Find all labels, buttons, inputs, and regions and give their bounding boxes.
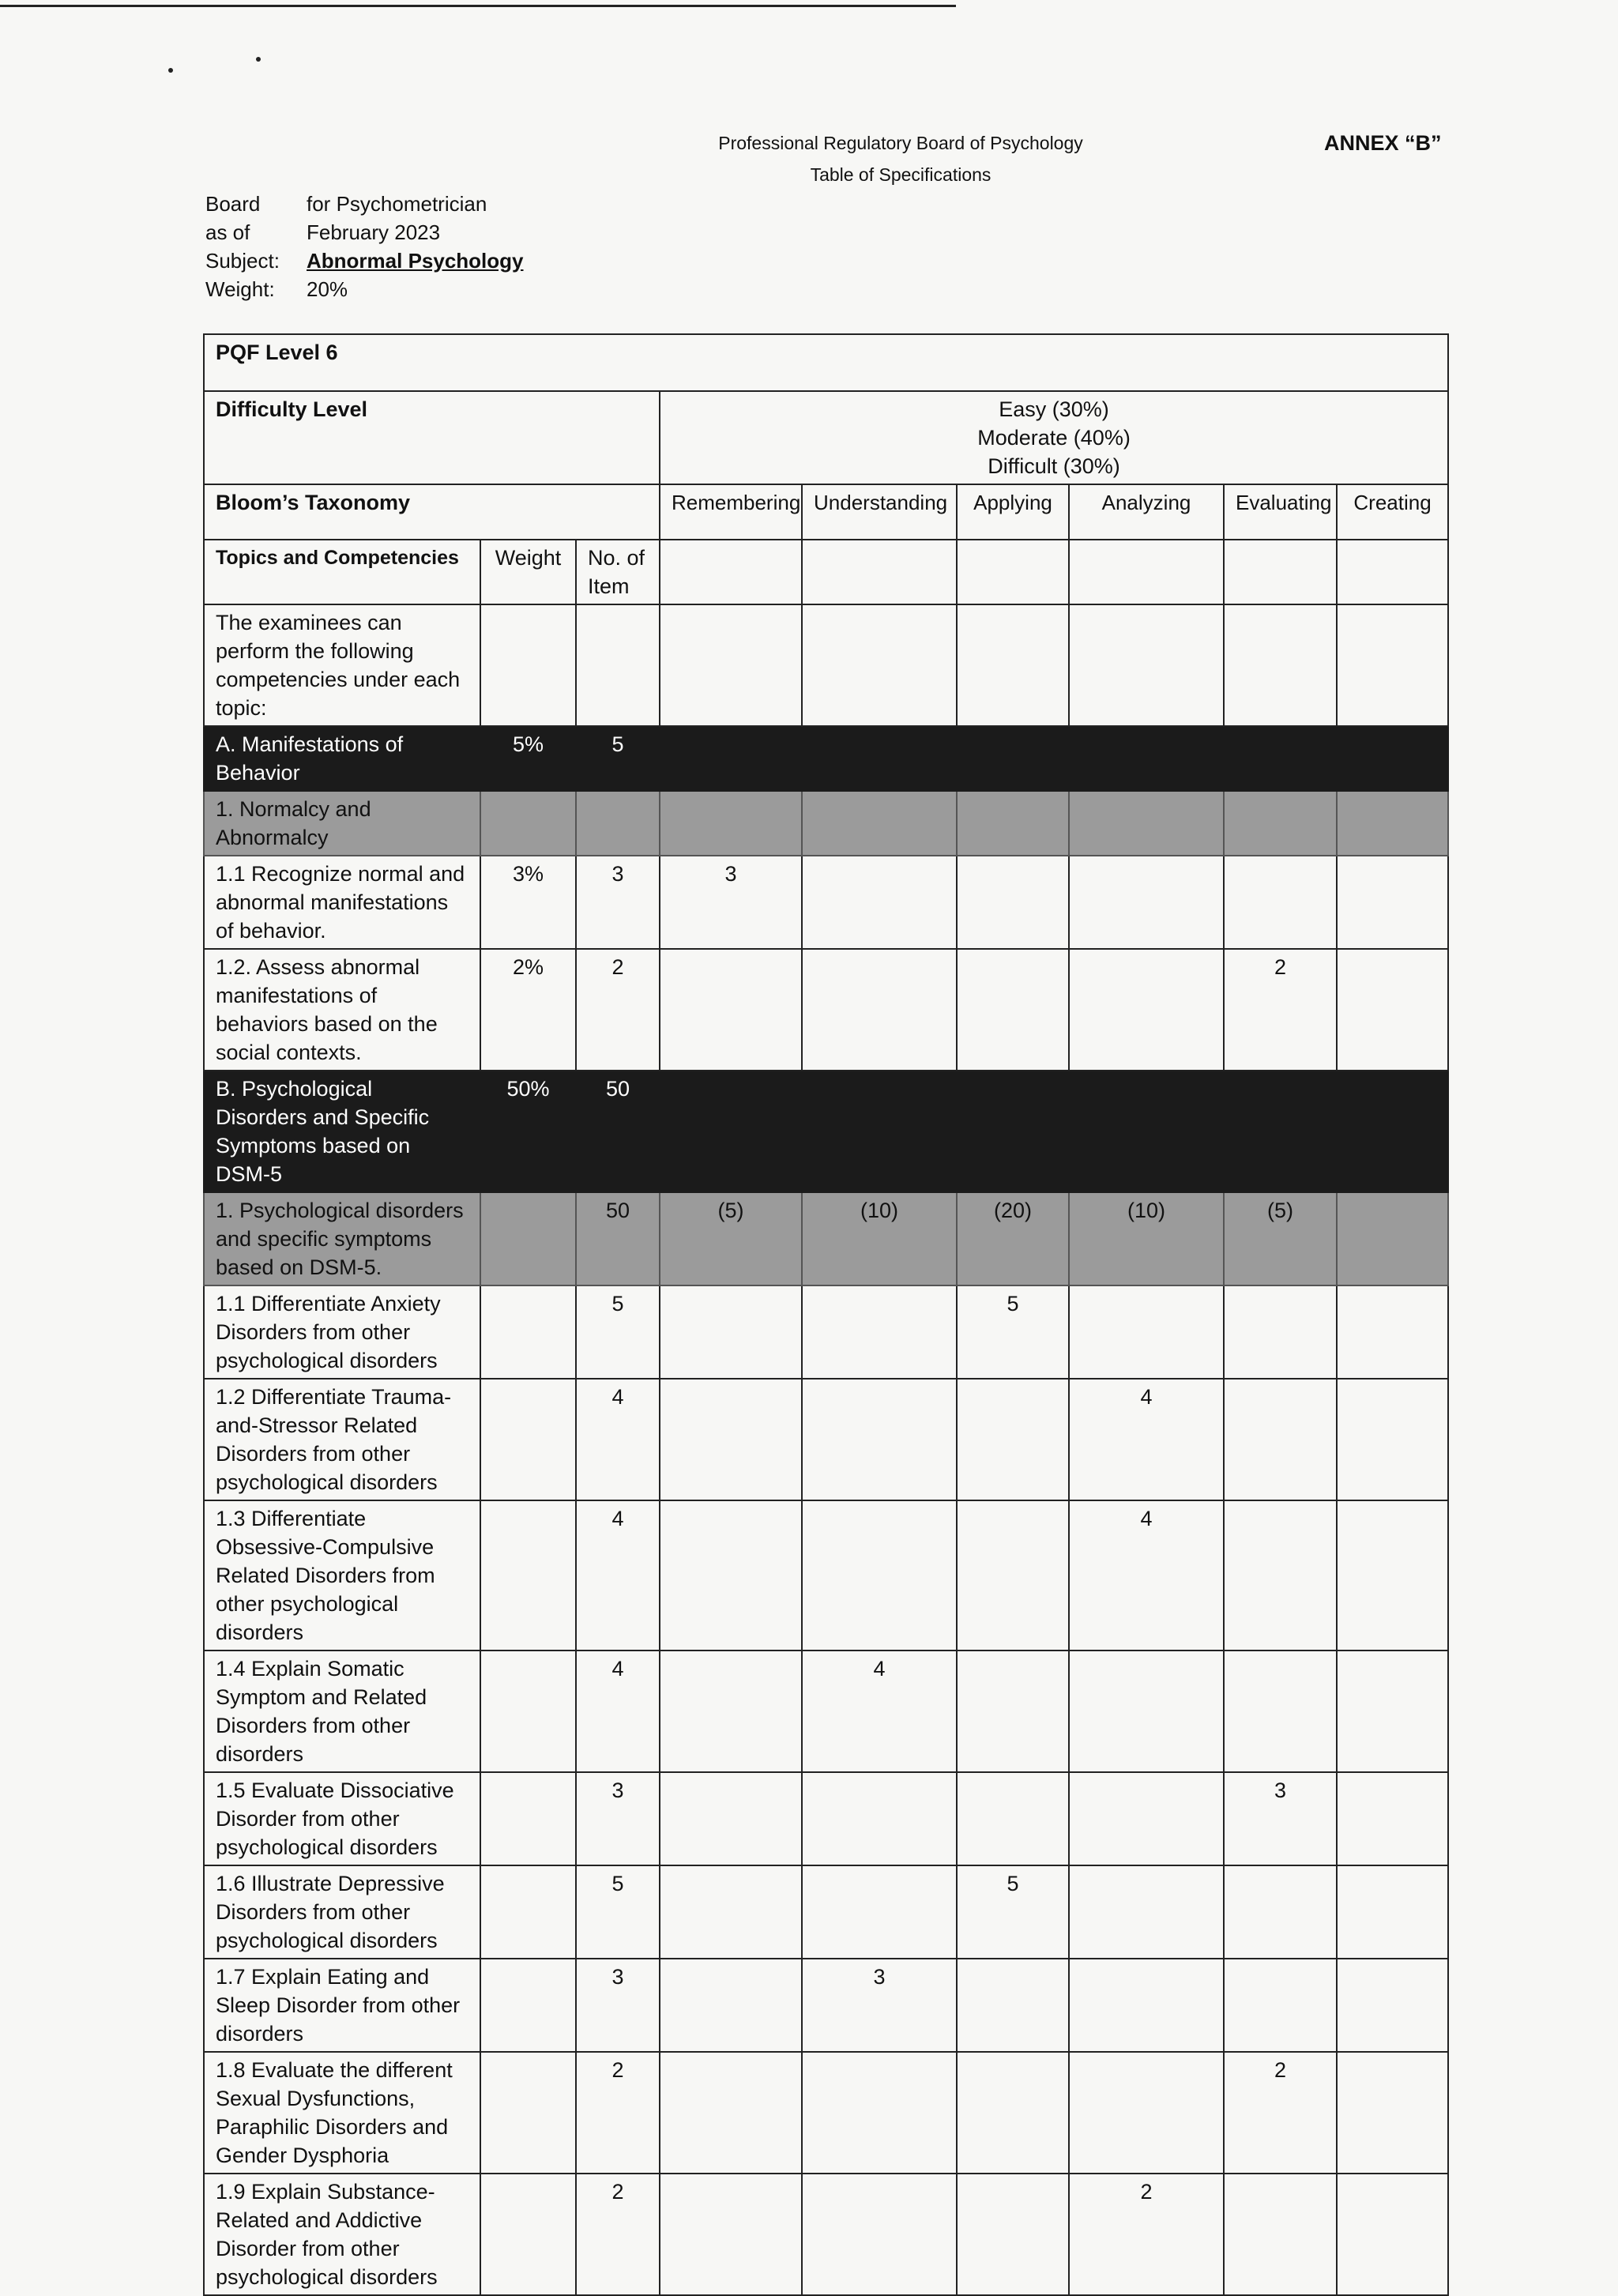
bloom-creating: Creating xyxy=(1337,484,1448,540)
count-cell-creating xyxy=(1337,2174,1448,2295)
weight-cell xyxy=(480,1865,576,1959)
count-cell-creating xyxy=(1337,1959,1448,2052)
annex-label: ANNEX “B” xyxy=(1324,131,1442,155)
topic-cell: 1. Normalcy and Abnormalcy xyxy=(204,791,480,856)
items-cell: 2 xyxy=(576,949,660,1071)
count-cell-evaluating xyxy=(1224,1071,1337,1192)
competency-row xyxy=(204,1285,1448,1379)
count-cell-remembering xyxy=(660,949,802,1071)
weight-cell: 3% xyxy=(480,856,576,949)
document-meta xyxy=(205,190,524,303)
count-cell-evaluating xyxy=(1224,856,1337,949)
count-cell-remembering xyxy=(660,1865,802,1959)
count-cell-applying xyxy=(957,2052,1069,2174)
items-cell: 2 xyxy=(576,2174,660,2295)
competency-row xyxy=(204,2052,1448,2174)
count-cell-creating xyxy=(1337,1071,1448,1192)
weight-cell xyxy=(480,1772,576,1865)
count-cell-evaluating xyxy=(1224,2174,1337,2295)
count-cell-understanding xyxy=(802,1071,957,1192)
topic-cell: 1.2 Differentiate Trauma-and-Stressor Related Disorders from other psychological disorders xyxy=(204,1379,480,1500)
intro-text: The examinees can perform the following competencies under each topic: xyxy=(204,604,480,726)
weight-cell: 2% xyxy=(480,949,576,1071)
meta-weight xyxy=(205,275,524,303)
count-cell-applying xyxy=(957,1071,1069,1192)
col-weight: Weight xyxy=(480,540,576,604)
meta-key: as of xyxy=(205,220,250,244)
difficulty-easy: Easy (30%) xyxy=(999,397,1109,421)
items-cell: 50 xyxy=(576,1192,660,1285)
competency-row xyxy=(204,1500,1448,1650)
weight-cell xyxy=(480,1285,576,1379)
meta-board xyxy=(205,190,524,218)
count-cell-remembering xyxy=(660,1379,802,1500)
topic-cell: 1.1 Differentiate Anxiety Disorders from other psychological disorders xyxy=(204,1285,480,1379)
count-cell-understanding: 3 xyxy=(802,1959,957,2052)
count-cell-remembering xyxy=(660,1772,802,1865)
count-cell-understanding xyxy=(802,856,957,949)
scan-top-rule xyxy=(0,5,956,7)
bloom-label: Bloom’s Taxonomy xyxy=(204,484,660,540)
count-cell-creating xyxy=(1337,1650,1448,1772)
subsection-row xyxy=(204,1192,1448,1285)
competency-row xyxy=(204,2174,1448,2295)
count-cell-analyzing xyxy=(1069,1650,1224,1772)
scan-speck xyxy=(256,57,261,62)
count-cell-understanding xyxy=(802,949,957,1071)
items-cell xyxy=(576,791,660,856)
count-cell-analyzing xyxy=(1069,856,1224,949)
count-cell-analyzing: 2 xyxy=(1069,2174,1224,2295)
topic-cell: 1.8 Evaluate the different Sexual Dysfunctions, Paraphilic Disorders and Gender Dysphoria xyxy=(204,2052,480,2174)
count-cell-remembering: 3 xyxy=(660,856,802,949)
competency-row xyxy=(204,1650,1448,1772)
count-cell-understanding xyxy=(802,2174,957,2295)
weight-cell xyxy=(480,1959,576,2052)
count-cell-remembering xyxy=(660,791,802,856)
count-cell-applying: 5 xyxy=(957,1865,1069,1959)
count-cell-evaluating xyxy=(1224,1285,1337,1379)
count-cell-analyzing xyxy=(1069,726,1224,791)
count-cell-analyzing xyxy=(1069,2052,1224,2174)
count-cell-analyzing xyxy=(1069,949,1224,1071)
scan-speck xyxy=(168,68,173,73)
items-cell: 4 xyxy=(576,1379,660,1500)
difficulty-difficult: Difficult (30%) xyxy=(988,454,1120,478)
count-cell-applying xyxy=(957,1772,1069,1865)
difficulty-levels xyxy=(660,391,1448,484)
meta-date xyxy=(205,218,524,247)
items-cell: 4 xyxy=(576,1650,660,1772)
bloom-analyzing: Analyzing xyxy=(1069,484,1224,540)
count-cell-remembering xyxy=(660,2052,802,2174)
count-cell-creating xyxy=(1337,726,1448,791)
weight-cell xyxy=(480,1500,576,1650)
count-cell-creating xyxy=(1337,1772,1448,1865)
count-cell-remembering xyxy=(660,726,802,791)
count-cell-applying xyxy=(957,726,1069,791)
count-cell-applying xyxy=(957,856,1069,949)
count-cell-creating xyxy=(1337,1192,1448,1285)
count-cell-evaluating xyxy=(1224,1650,1337,1772)
organization-name: Professional Regulatory Board of Psychology xyxy=(718,133,1083,153)
count-cell-applying: 5 xyxy=(957,1285,1069,1379)
meta-key: Weight: xyxy=(205,277,275,301)
items-cell: 4 xyxy=(576,1500,660,1650)
count-cell-analyzing xyxy=(1069,1285,1224,1379)
bloom-applying: Applying xyxy=(957,484,1069,540)
count-cell-applying xyxy=(957,1959,1069,2052)
count-cell-analyzing xyxy=(1069,1772,1224,1865)
section-row xyxy=(204,1071,1448,1192)
items-cell: 3 xyxy=(576,856,660,949)
count-cell-evaluating: (5) xyxy=(1224,1192,1337,1285)
bloom-remembering: Remembering xyxy=(660,484,802,540)
count-cell-evaluating xyxy=(1224,1500,1337,1650)
count-cell-remembering xyxy=(660,2174,802,2295)
topic-cell: 1.9 Explain Substance-Related and Addictive Disorder from other psychological disorders xyxy=(204,2174,480,2295)
topic-cell: 1. Psychological disorders and specific symptoms based on DSM-5. xyxy=(204,1192,480,1285)
count-cell-understanding xyxy=(802,1379,957,1500)
bloom-row xyxy=(204,484,1448,540)
competency-row xyxy=(204,1959,1448,2052)
count-cell-analyzing xyxy=(1069,1865,1224,1959)
meta-value: 20% xyxy=(307,277,348,301)
count-cell-creating xyxy=(1337,856,1448,949)
competency-row xyxy=(204,1865,1448,1959)
meta-subject xyxy=(205,247,524,275)
count-cell-creating xyxy=(1337,1500,1448,1650)
weight-cell xyxy=(480,791,576,856)
count-cell-evaluating: 2 xyxy=(1224,949,1337,1071)
difficulty-label: Difficulty Level xyxy=(204,391,660,484)
weight-cell xyxy=(480,1192,576,1285)
count-cell-applying: (20) xyxy=(957,1192,1069,1285)
count-cell-analyzing: (10) xyxy=(1069,1192,1224,1285)
pqf-row xyxy=(204,334,1448,391)
count-cell-understanding xyxy=(802,2052,957,2174)
items-cell: 50 xyxy=(576,1071,660,1192)
weight-cell xyxy=(480,2174,576,2295)
pqf-level: PQF Level 6 xyxy=(204,334,1448,391)
meta-key: Board xyxy=(205,191,261,216)
count-cell-understanding xyxy=(802,1865,957,1959)
col-items: No. of Item xyxy=(576,540,660,604)
difficulty-row xyxy=(204,391,1448,484)
intro-row xyxy=(204,604,1448,726)
count-cell-understanding xyxy=(802,726,957,791)
topic-cell: 1.7 Explain Eating and Sleep Disorder from other disorders xyxy=(204,1959,480,2052)
count-cell-understanding xyxy=(802,1285,957,1379)
count-cell-analyzing: 4 xyxy=(1069,1500,1224,1650)
count-cell-understanding: 4 xyxy=(802,1650,957,1772)
items-cell: 5 xyxy=(576,1285,660,1379)
subsection-row xyxy=(204,791,1448,856)
count-cell-evaluating: 3 xyxy=(1224,1772,1337,1865)
count-cell-remembering xyxy=(660,1285,802,1379)
count-cell-remembering xyxy=(660,1959,802,2052)
topic-cell: 1.1 Recognize normal and abnormal manifestations of behavior. xyxy=(204,856,480,949)
specifications-table xyxy=(203,333,1449,2296)
meta-value: February 2023 xyxy=(307,220,441,244)
count-cell-remembering xyxy=(660,1071,802,1192)
topic-cell: 1.6 Illustrate Depressive Disorders from other psychological disorders xyxy=(204,1865,480,1959)
items-cell: 3 xyxy=(576,1959,660,2052)
count-cell-applying xyxy=(957,2174,1069,2295)
count-cell-remembering: (5) xyxy=(660,1192,802,1285)
competency-row xyxy=(204,856,1448,949)
count-cell-analyzing: 4 xyxy=(1069,1379,1224,1500)
items-cell: 5 xyxy=(576,726,660,791)
count-cell-evaluating xyxy=(1224,791,1337,856)
section-row xyxy=(204,726,1448,791)
competency-row xyxy=(204,1379,1448,1500)
difficulty-moderate: Moderate (40%) xyxy=(977,426,1131,450)
topic-cell: A. Manifestations of Behavior xyxy=(204,726,480,791)
count-cell-creating xyxy=(1337,2052,1448,2174)
weight-cell xyxy=(480,1650,576,1772)
count-cell-understanding xyxy=(802,791,957,856)
topic-cell: 1.5 Evaluate Dissociative Disorder from other psychological disorders xyxy=(204,1772,480,1865)
meta-value: Abnormal Psychology xyxy=(307,248,524,273)
col-topics: Topics and Competencies xyxy=(204,540,480,604)
count-cell-evaluating xyxy=(1224,1865,1337,1959)
count-cell-remembering xyxy=(660,1500,802,1650)
bloom-evaluating: Evaluating xyxy=(1224,484,1337,540)
count-cell-applying xyxy=(957,1650,1069,1772)
competency-row xyxy=(204,949,1448,1071)
count-cell-analyzing xyxy=(1069,1071,1224,1192)
topic-cell: 1.4 Explain Somatic Symptom and Related Disorders from other disorders xyxy=(204,1650,480,1772)
count-cell-creating xyxy=(1337,791,1448,856)
count-cell-creating xyxy=(1337,1285,1448,1379)
competency-row xyxy=(204,1772,1448,1865)
meta-value: for Psychometrician xyxy=(307,191,487,216)
topic-cell: 1.2. Assess abnormal manifestations of behaviors based on the social contexts. xyxy=(204,949,480,1071)
count-cell-remembering xyxy=(660,1650,802,1772)
count-cell-applying xyxy=(957,949,1069,1071)
count-cell-creating xyxy=(1337,949,1448,1071)
meta-key: Subject: xyxy=(205,248,280,273)
weight-cell: 50% xyxy=(480,1071,576,1192)
count-cell-creating xyxy=(1337,1379,1448,1500)
count-cell-applying xyxy=(957,791,1069,856)
count-cell-evaluating xyxy=(1224,1959,1337,2052)
count-cell-understanding xyxy=(802,1772,957,1865)
document-title: Table of Specifications xyxy=(810,164,991,185)
count-cell-analyzing xyxy=(1069,1959,1224,2052)
topic-cell: 1.3 Differentiate Obsessive-Compulsive Related Disorders from other psychological disorders xyxy=(204,1500,480,1650)
count-cell-analyzing xyxy=(1069,791,1224,856)
column-header-row xyxy=(204,540,1448,604)
count-cell-evaluating xyxy=(1224,1379,1337,1500)
count-cell-understanding: (10) xyxy=(802,1192,957,1285)
count-cell-applying xyxy=(957,1379,1069,1500)
weight-cell xyxy=(480,2052,576,2174)
topic-cell: B. Psychological Disorders and Specific Symptoms based on DSM-5 xyxy=(204,1071,480,1192)
items-cell: 5 xyxy=(576,1865,660,1959)
bloom-understanding: Understanding xyxy=(802,484,957,540)
weight-cell xyxy=(480,1379,576,1500)
count-cell-applying xyxy=(957,1500,1069,1650)
count-cell-understanding xyxy=(802,1500,957,1650)
items-cell: 3 xyxy=(576,1772,660,1865)
items-cell: 2 xyxy=(576,2052,660,2174)
count-cell-evaluating xyxy=(1224,726,1337,791)
weight-cell: 5% xyxy=(480,726,576,791)
count-cell-evaluating: 2 xyxy=(1224,2052,1337,2174)
count-cell-creating xyxy=(1337,1865,1448,1959)
